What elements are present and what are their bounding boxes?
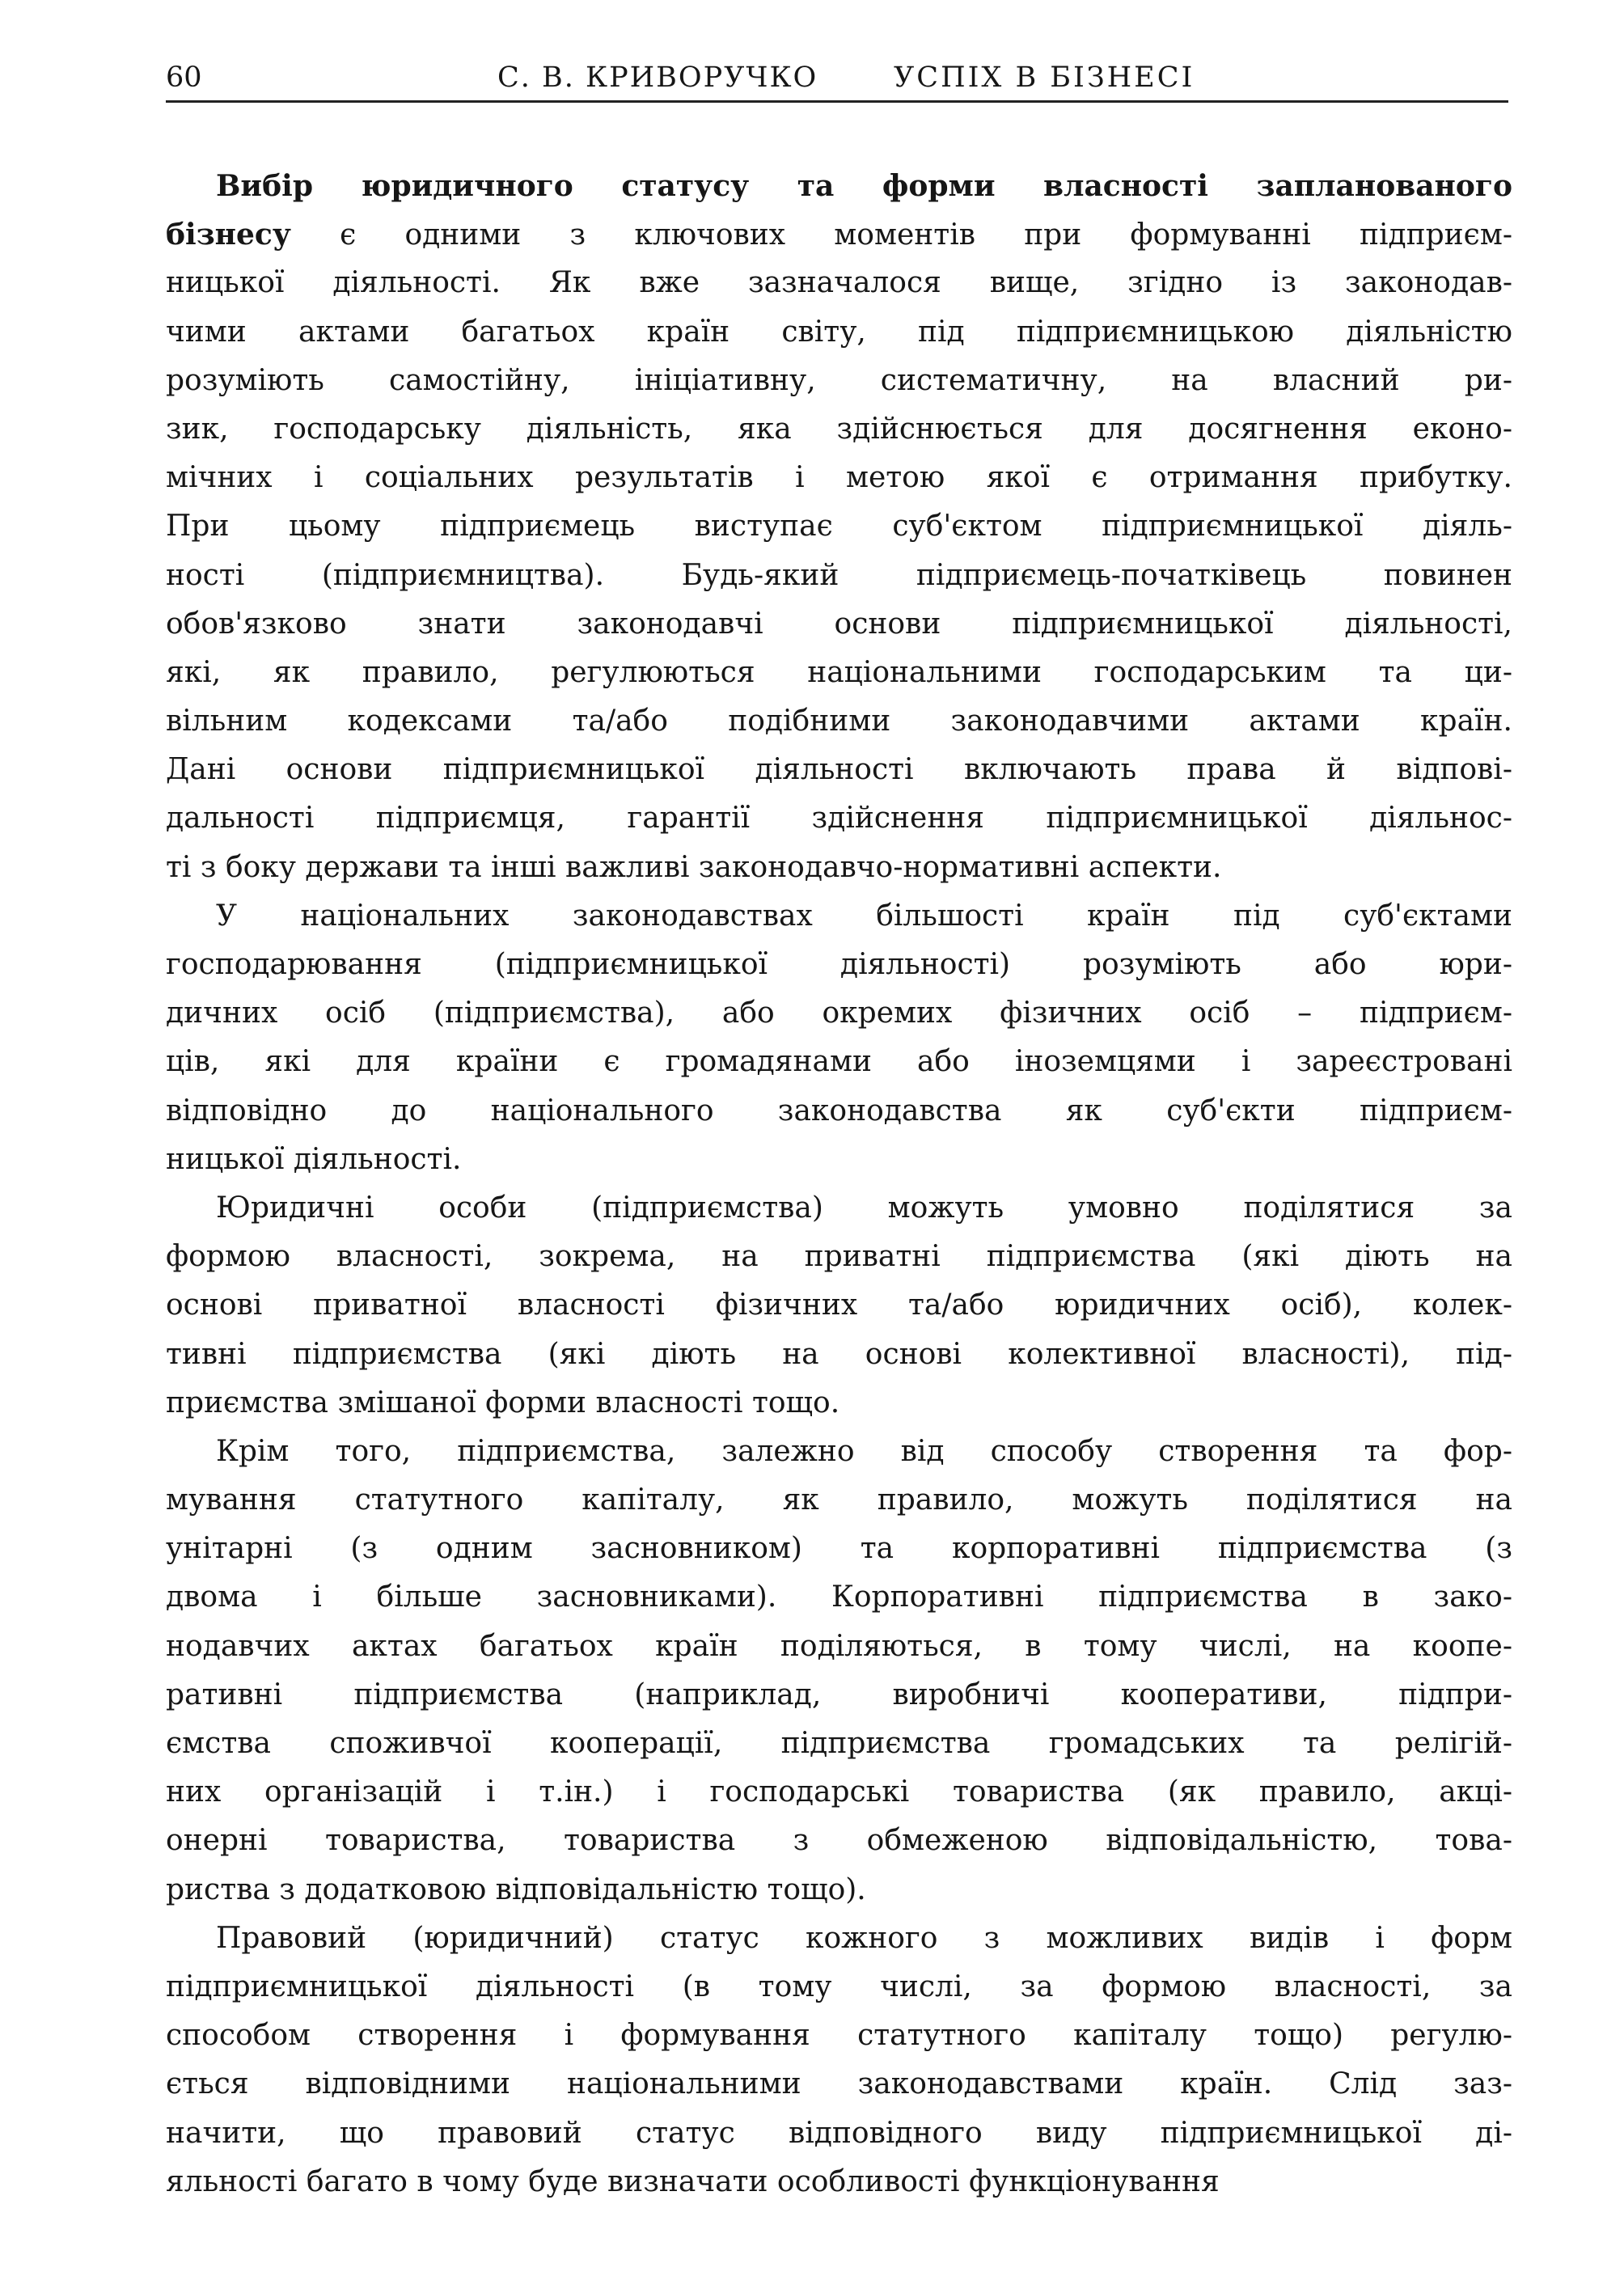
line-text: двома і більше засновниками). Корпоративні підприємства в зако- bbox=[166, 1580, 1512, 1614]
line-text: ється відповідними національними законодавствами країн. Слід зaз- bbox=[166, 2067, 1512, 2101]
text-line bbox=[166, 697, 1512, 746]
body-text bbox=[166, 162, 1512, 2206]
line-text: Юридичні особи (підприємства) можуть умовно поділятися за bbox=[216, 1191, 1512, 1225]
line-text: онерні товариства, товариства з обмеженою відповідальністю, това- bbox=[166, 1824, 1512, 1858]
line-text: При цьому підприємець виступає суб'єктом підприємницької діяль- bbox=[166, 510, 1512, 544]
text-line bbox=[166, 308, 1512, 357]
text-line bbox=[166, 600, 1512, 649]
line-text: відповідно до національного законодавства як суб'єкти підприєм- bbox=[166, 1094, 1512, 1127]
line-text: мічних і соціальних результатів і метою якої є отримання прибутку. bbox=[166, 461, 1512, 495]
line-text: чими актами багатьох країн світу, під підприємницькою діяльністю bbox=[166, 315, 1512, 349]
text-line bbox=[166, 1914, 1512, 1963]
text-line bbox=[166, 259, 1512, 307]
text-line bbox=[166, 1768, 1512, 1817]
text-line bbox=[166, 941, 1512, 989]
bold-phrase: Вибір юридичного статусу та форми власності запланованого bbox=[216, 169, 1512, 203]
line-text: господарювання (підприємницької діяльності) розуміють або юри- bbox=[166, 948, 1512, 981]
line-text: вільним кодексами та/або подібними законодавчими актами країн. bbox=[166, 704, 1512, 738]
line-text: зик, господарську діяльність, яка здійснюється для досягнення еконо- bbox=[166, 412, 1512, 446]
line-text: риства з додатковою відповідальністю тощо). bbox=[166, 1872, 866, 1906]
text-line bbox=[166, 210, 1512, 259]
line-text: яльності багато в чому буде визначати особливості функціонування bbox=[166, 2164, 1220, 2198]
line-text: Дані основи підприємницької діяльності включають права й відпові- bbox=[166, 753, 1512, 787]
line-text: основі приватної власності фізичних та/або юридичних осіб), колек- bbox=[166, 1288, 1512, 1322]
line-text: тивні підприємства (які діють на основі колективної власності), під- bbox=[166, 1337, 1512, 1371]
text-line bbox=[166, 1573, 1512, 1622]
text-line bbox=[166, 746, 1512, 794]
line-text: ємства споживчої кооперації, підприємства громадських та релігій- bbox=[166, 1727, 1512, 1760]
line-text: є одними з ключових моментів при формуванні підприєм- bbox=[290, 218, 1512, 252]
line-text: розуміють самостійну, ініціативну, систематичну, на власний ри- bbox=[166, 363, 1512, 397]
line-text: унітарні (з одним засновником) та корпоративні підприємства (з bbox=[166, 1532, 1512, 1566]
line-text: мування статутного капіталу, як правило, можуть поділятися на bbox=[166, 1483, 1512, 1517]
text-line bbox=[166, 989, 1512, 1038]
line-text: Правовий (юридичний) статус кожного з можливих видів і форм bbox=[216, 1921, 1512, 1955]
line-text: ницької діяльності. bbox=[166, 1142, 462, 1176]
paragraph bbox=[166, 1428, 1512, 1914]
line-text: Крім того, підприємства, залежно від способу створення та фор- bbox=[216, 1434, 1512, 1468]
text-line bbox=[166, 2060, 1512, 2109]
text-line bbox=[166, 1720, 1512, 1768]
text-line bbox=[166, 1476, 1512, 1525]
text-line bbox=[166, 357, 1512, 405]
page-number: 60 bbox=[166, 61, 202, 94]
text-line bbox=[166, 2158, 1512, 2206]
line-text: обов'язково знати законодавчі основи підприємницької діяльності, bbox=[166, 607, 1512, 641]
line-text: них організацій і т.ін.) і господарські товариства (як правило, акці- bbox=[166, 1775, 1512, 1809]
text-line bbox=[166, 162, 1512, 210]
line-text: ців, які для країни є громадянами або іноземцями і зареєстровані bbox=[166, 1045, 1512, 1079]
text-line bbox=[166, 1087, 1512, 1136]
line-text: ративні підприємства (наприклад, виробничі кооперативи, підпри- bbox=[166, 1677, 1512, 1711]
text-line bbox=[166, 1136, 1512, 1184]
paragraph bbox=[166, 892, 1512, 1184]
text-line bbox=[166, 1866, 1512, 1914]
text-line bbox=[166, 892, 1512, 941]
paragraph bbox=[166, 162, 1512, 892]
author-name: С. В. КРИВОРУЧКО bbox=[497, 61, 818, 94]
text-line bbox=[166, 405, 1512, 454]
line-text: способом створення і формування статутного капіталу тощо) регулю- bbox=[166, 2019, 1512, 2053]
paragraph bbox=[166, 1184, 1512, 1428]
line-text: У національних законодавствах більшості країн під суб'єктами bbox=[216, 899, 1512, 933]
text-line bbox=[166, 1233, 1512, 1281]
text-line bbox=[166, 1671, 1512, 1720]
line-text: дичних осіб (підприємства), або окремих фізичних осіб – підприєм- bbox=[166, 996, 1512, 1030]
text-line bbox=[166, 2012, 1512, 2060]
line-text: формою власності, зокрема, на приватні підприємства (які діють на bbox=[166, 1240, 1512, 1274]
line-text: нодавчих актах багатьох країн поділяються, в тому числі, на коопе- bbox=[166, 1629, 1512, 1663]
line-text: які, як правило, регулюються національними господарським та ци- bbox=[166, 655, 1512, 689]
text-line bbox=[166, 552, 1512, 600]
line-text: ності (підприємництва). Будь-який підприємець-початківець повинен bbox=[166, 558, 1512, 592]
bold-phrase: бізнесу bbox=[166, 218, 291, 252]
text-line bbox=[166, 1817, 1512, 1865]
line-text: підприємницької діяльності (в тому числі, за формою власності, за bbox=[166, 1969, 1512, 2003]
text-line bbox=[166, 1331, 1512, 1379]
running-head bbox=[166, 55, 1508, 103]
line-text: дальності підприємця, гарантії здійснення підприємницької діяльнос- bbox=[166, 802, 1512, 836]
paragraph bbox=[166, 1914, 1512, 2206]
book-title: УСПІХ В БІЗНЕСІ bbox=[894, 61, 1195, 94]
text-line bbox=[166, 1428, 1512, 1476]
text-line bbox=[166, 1281, 1512, 1330]
text-line bbox=[166, 502, 1512, 551]
text-line bbox=[166, 1038, 1512, 1086]
text-line bbox=[166, 794, 1512, 843]
text-line bbox=[166, 1622, 1512, 1671]
line-text: ницької діяльності. Як вже зазначалося вище, згідно із законодав- bbox=[166, 266, 1512, 300]
text-line bbox=[166, 1963, 1512, 2012]
text-line bbox=[166, 1379, 1512, 1428]
text-line bbox=[166, 649, 1512, 697]
text-line bbox=[166, 454, 1512, 502]
text-line bbox=[166, 2109, 1512, 2158]
text-line bbox=[166, 844, 1512, 892]
text-line bbox=[166, 1184, 1512, 1233]
line-text: начити, що правовий статус відповідного виду підприємницької ді- bbox=[166, 2116, 1512, 2150]
text-line bbox=[166, 1525, 1512, 1573]
line-text: ті з боку держави та інші важливі законодавчо-нормативні аспекти. bbox=[166, 850, 1222, 884]
line-text: приємства змішаної форми власності тощо. bbox=[166, 1386, 840, 1419]
